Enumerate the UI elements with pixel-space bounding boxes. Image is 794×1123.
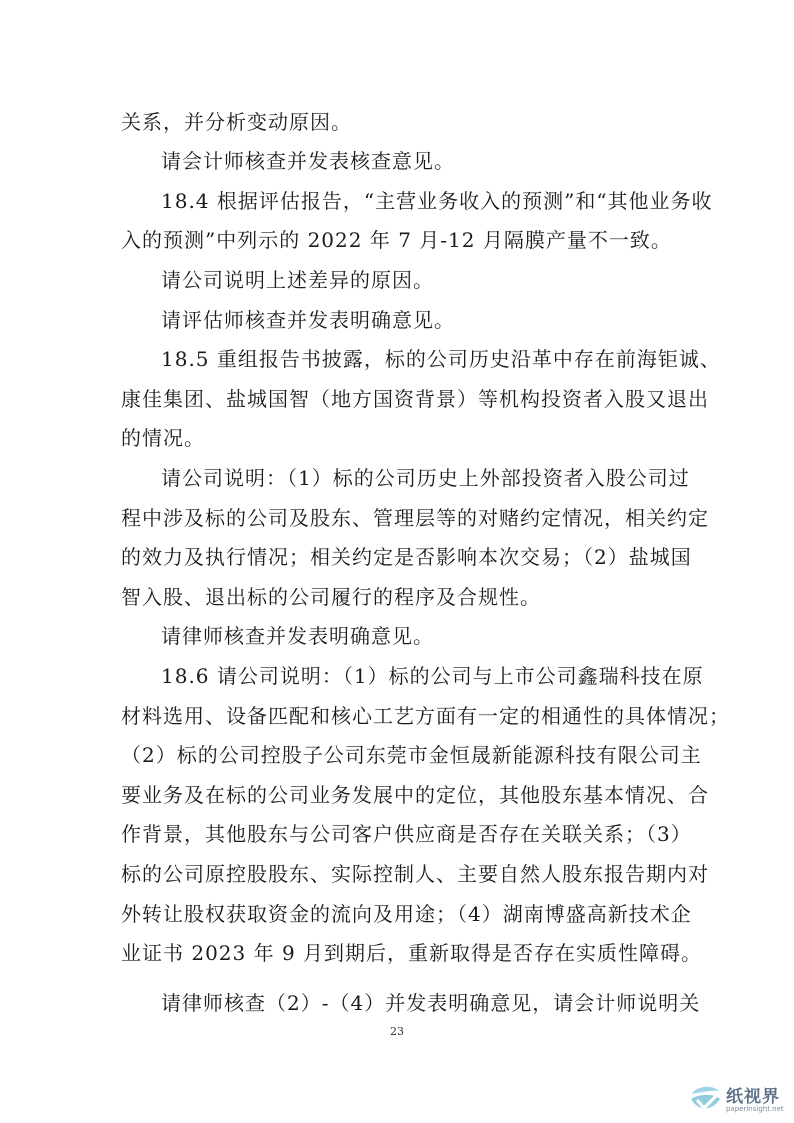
text-line: 请律师核查（2）-（4）并发表明确意见，请会计师说明关 — [161, 991, 701, 1015]
text-line: 关系，并分析变动原因。 — [121, 110, 352, 134]
text-line: 要业务及在标的公司业务发展中的定位，其他股东基本情况、合 — [121, 783, 709, 807]
text-line: 外转让股权获取资金的流向及用途；（4）湖南博盛高新技术企 — [121, 902, 692, 926]
text-line: 请会计师核查并发表核查意见。 — [161, 149, 455, 173]
text-line: 程中涉及标的公司及股东、管理层等的对赌约定情况，相关约定 — [121, 506, 709, 530]
text-line: 18.6 请公司说明：（1）标的公司与上市公司鑫瑞科技在原 — [161, 664, 704, 688]
text-line: 请评估师核查并发表明确意见。 — [161, 308, 455, 332]
text-line: 作背景，其他股东与公司客户供应商是否存在关联关系；（3） — [121, 822, 692, 846]
page-number: 23 — [390, 1025, 404, 1038]
paper-logo-icon — [688, 1082, 724, 1118]
text-line: 18.4 根据评估报告，“主营业务收入的预测”和“其他业务收 — [161, 189, 713, 213]
text-line: 入的预测”中列示的 2022 年 7 月-12 月隔膜产量不一致。 — [121, 228, 672, 252]
text-line: 业证书 2023 年 9 月到期后，重新取得是否存在实质性障碍。 — [121, 941, 703, 965]
text-line: 请律师核查并发表明确意见。 — [161, 624, 434, 648]
watermark-logo — [686, 1078, 794, 1123]
text-line: 康佳集团、盐城国智（地方国资背景）等机构投资者入股又退出 — [121, 387, 709, 411]
text-line: 材料选用、设备匹配和核心工艺方面有一定的相通性的具体情况； — [121, 704, 730, 728]
text-line: （2）标的公司控股子公司东莞市金恒晟新能源科技有限公司主 — [121, 743, 702, 767]
text-line: 的情况。 — [121, 426, 205, 450]
text-line: 的效力及执行情况；相关约定是否影响本次交易；（2）盐城国 — [121, 545, 692, 569]
watermark-url: paperinsight.net — [726, 1105, 784, 1113]
text-line: 智入股、退出标的公司履行的程序及合规性。 — [121, 585, 541, 609]
text-line: 请公司说明：（1）标的公司历史上外部投资者入股公司过 — [161, 466, 690, 490]
text-line: 请公司说明上述差异的原因。 — [161, 268, 434, 292]
text-line: 18.5 重组报告书披露，标的公司历史沿革中存在前海钜诚、 — [161, 347, 721, 371]
watermark-name: 纸视界 — [726, 1087, 780, 1107]
text-line: 标的公司原控股股东、实际控制人、主要自然人股东报告期内对 — [121, 862, 709, 886]
